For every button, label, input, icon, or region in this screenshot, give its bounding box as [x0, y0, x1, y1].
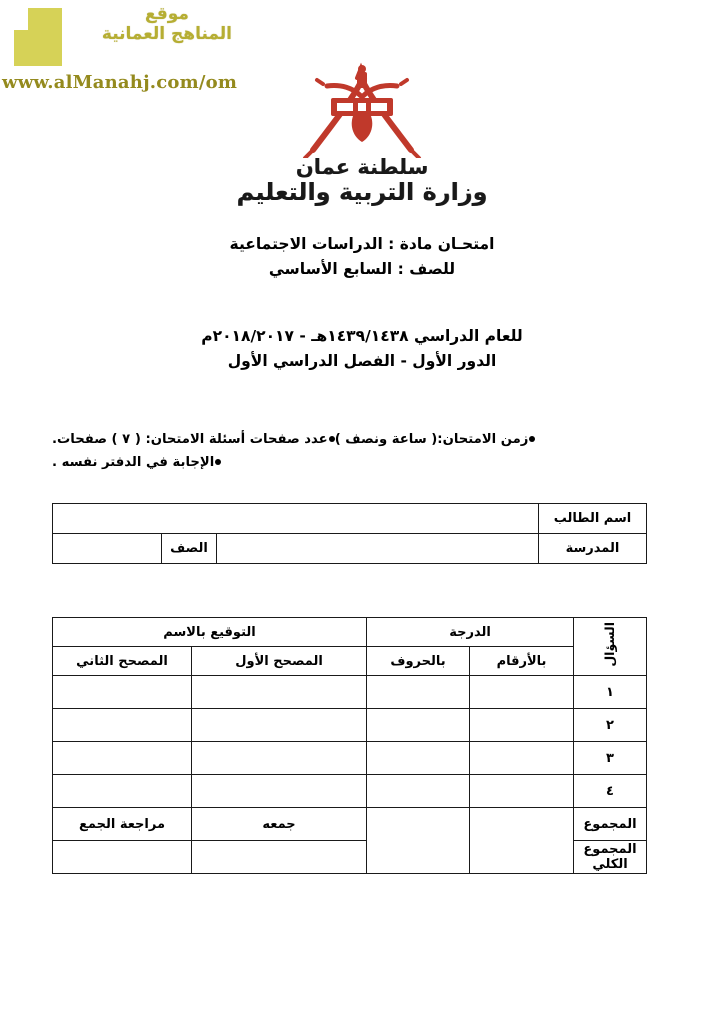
grand-total-second-cell[interactable] — [53, 841, 192, 874]
instruction-line-2 — [52, 451, 672, 474]
grade-numbers-cell[interactable] — [470, 742, 574, 775]
corrector-second-cell[interactable] — [53, 742, 192, 775]
corrector-second-cell[interactable] — [53, 709, 192, 742]
school-label: المدرسة — [539, 534, 647, 564]
instruction-line-1 — [52, 428, 672, 451]
watermark-url: www.alManahj.com/om — [2, 72, 238, 93]
grade-letters-header: بالحروف — [367, 647, 470, 676]
table-row — [53, 504, 647, 534]
total-label: المجموع — [574, 808, 647, 841]
corrector-first-cell[interactable] — [192, 709, 367, 742]
exam-grade-line: للصف : السابع الأساسي — [268, 260, 456, 279]
corrector-first-header: المصحح الأول — [192, 647, 367, 676]
grade-numbers-cell[interactable] — [470, 709, 574, 742]
exam-pages-text: عدد صفحات أسئلة الامتحان: ( ٧ ) صفحات. — [52, 432, 328, 447]
table-row — [53, 534, 647, 564]
watermark-line-1: موقع — [144, 4, 189, 24]
total-letters-cell[interactable] — [367, 808, 470, 874]
bullet-icon — [529, 436, 535, 442]
question-column-header — [574, 618, 647, 676]
grand-total-first-cell[interactable] — [192, 841, 367, 874]
corrector-first-cell[interactable] — [192, 775, 367, 808]
grade-letters-cell[interactable] — [367, 709, 470, 742]
bullet-icon — [215, 459, 221, 465]
corrector-second-cell[interactable] — [53, 676, 192, 709]
national-emblem — [0, 62, 724, 207]
question-column-label: السؤال — [601, 622, 617, 667]
academic-year-line: للعام الدراسي ١٤٣٩/١٤٣٨هـ - ٢٠١٨/٢٠١٧م — [201, 327, 523, 345]
watermark-line-2: المناهج العمانية — [101, 24, 232, 45]
grade-numbers-header: بالأرقام — [470, 647, 574, 676]
grading-table — [52, 617, 647, 874]
corrector-second-cell[interactable] — [53, 775, 192, 808]
total-numbers-cell[interactable] — [470, 808, 574, 874]
answer-location-text: الإجابة في الدفتر نفسه . — [52, 455, 215, 471]
table-row — [53, 676, 647, 709]
emblem-ministry-text: وزارة التربية والتعليم — [236, 178, 488, 206]
question-number: ٢ — [574, 709, 647, 742]
grade-letters-cell[interactable] — [367, 775, 470, 808]
emblem-country-text: سلطنة عمان — [295, 155, 429, 179]
total-sum-review-cell: مراجعة الجمع — [53, 808, 192, 841]
class-label: الصف — [162, 534, 217, 564]
school-value[interactable] — [217, 534, 539, 564]
table-subheader-row — [53, 647, 647, 676]
student-name-value[interactable] — [53, 504, 539, 534]
corrector-second-header: المصحح الثاني — [53, 647, 192, 676]
grade-numbers-cell[interactable] — [470, 676, 574, 709]
exam-session-line: الدور الأول - الفصل الدراسي الأول — [227, 352, 497, 371]
table-row — [53, 709, 647, 742]
student-info-table — [52, 503, 647, 564]
class-value[interactable] — [53, 534, 162, 564]
almanahj-logo-icon — [14, 8, 76, 66]
total-summed-by-cell: جمعه — [192, 808, 367, 841]
table-header-row — [53, 618, 647, 647]
grade-letters-cell[interactable] — [367, 676, 470, 709]
grand-total-label: المجموع الكلي — [574, 841, 647, 874]
table-row — [53, 742, 647, 775]
watermark-brand-text — [102, 4, 232, 44]
exam-subject-heading — [0, 232, 724, 282]
exam-duration-text: زمن الامتحان:( ساعة ونصف ) — [334, 432, 529, 447]
question-number: ١ — [574, 676, 647, 709]
corrector-first-cell[interactable] — [192, 742, 367, 775]
grade-numbers-cell[interactable] — [470, 775, 574, 808]
signature-group-header: التوقيع بالاسم — [53, 618, 367, 647]
table-row — [53, 775, 647, 808]
exam-year-heading — [0, 324, 724, 374]
question-number: ٣ — [574, 742, 647, 775]
student-name-label: اسم الطالب — [539, 504, 647, 534]
oman-khanjar-emblem-icon — [297, 62, 427, 158]
question-number: ٤ — [574, 775, 647, 808]
grade-letters-cell[interactable] — [367, 742, 470, 775]
exam-subject-line: امتحـان مادة : الدراسات الاجتماعية — [229, 235, 495, 253]
exam-instructions — [52, 428, 672, 474]
corrector-first-cell[interactable] — [192, 676, 367, 709]
table-total-row — [53, 808, 647, 841]
grade-group-header: الدرجة — [367, 618, 574, 647]
